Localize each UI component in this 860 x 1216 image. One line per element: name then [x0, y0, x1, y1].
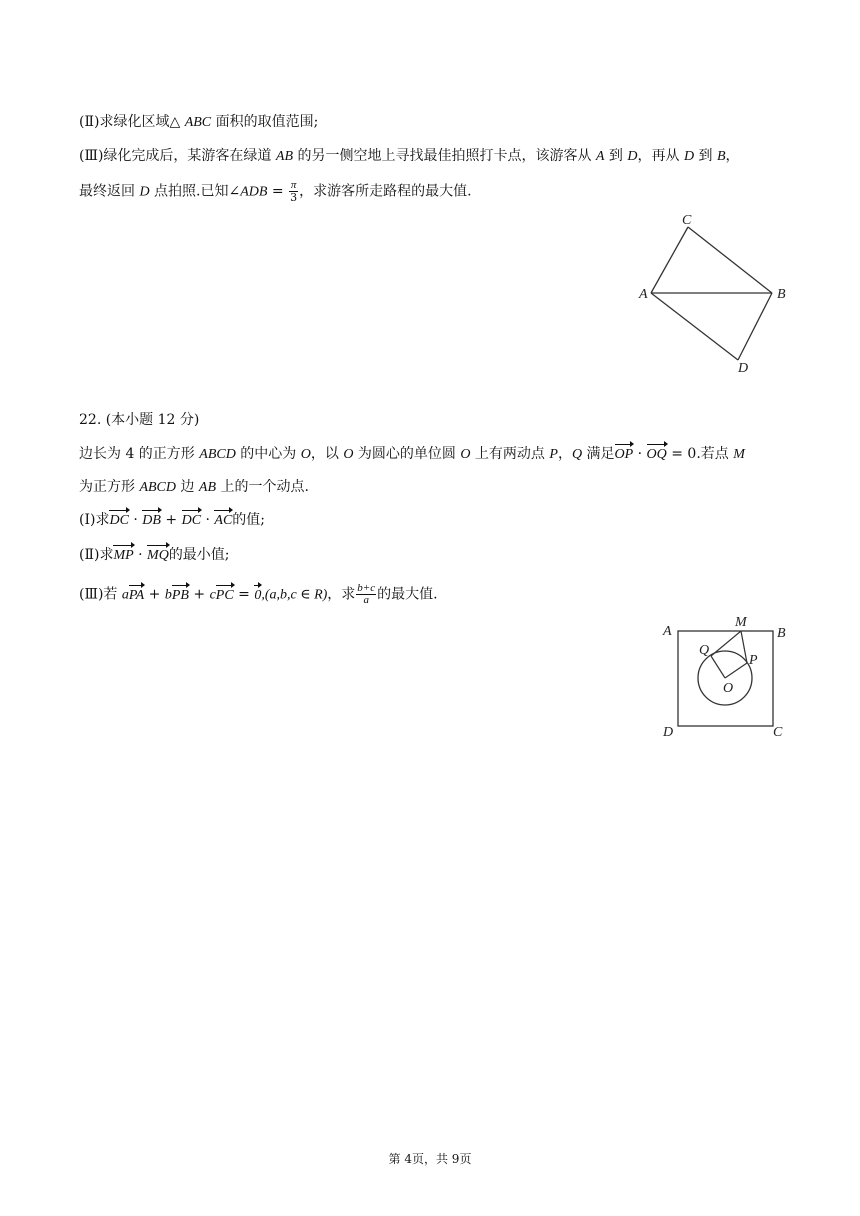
label-a: A [639, 287, 648, 302]
label-o: O [723, 681, 734, 696]
label-b: B [777, 626, 786, 641]
label-c: C [773, 725, 783, 740]
q21-figure [630, 210, 810, 380]
segment-db [738, 293, 772, 360]
page-footer: 第 4页，共 9页 [388, 1152, 472, 1166]
q21-part3-line1: (Ⅲ)绿化完成后，某游客在绿道 AB 的另一侧空地上寻找最佳拍照打卡点，该游客从 A 到 D，再从 D 到 B， [79, 148, 740, 164]
square-abcd [678, 631, 773, 726]
segment-ac [651, 227, 688, 293]
label-b: B [777, 287, 786, 302]
segment-oq [711, 656, 725, 678]
bc-over-a-fraction: $\frac{b+c}{a}$ [357, 582, 376, 606]
label-m: M [735, 615, 747, 630]
segment-ad [651, 293, 738, 360]
label-a: A [663, 624, 672, 639]
pi-over-3-fraction: $\frac{\pi}{3}$ [290, 179, 298, 204]
q22-stem-line1: 边长为 4 的正方形 ABCD 的中心为 O，以 O 为圆心的单位圆 O 上有两动点 P，Q 满足OP · OQ = 0.若点 M [79, 444, 745, 465]
q22-part3: (Ⅲ)若 aPA + bPB + cPC = 0,(a,b,c ∈ R)，求 $\frac{b+c}{a}$ 的最大值. [79, 582, 438, 606]
segment-cb [688, 227, 772, 293]
label-p: P [749, 653, 758, 668]
label-d: D [738, 361, 749, 376]
q22-stem-line2: 为正方形 ABCD 边 AB 上的一个动点. [79, 479, 309, 495]
q22-part2: (Ⅱ)求MP · MQ的最小值; [79, 545, 230, 566]
q21-part2: (Ⅱ)求绿化区域△ ABC 面积的取值范围; [79, 114, 319, 130]
label-d: D [663, 725, 674, 740]
q21-part3-line2: 最终返回 D 点拍照.已知∠ADB = $\frac{\pi}{3}$ ，求游客所走路程的最大值. [79, 179, 472, 204]
q22-heading: 22. (本小题 12 分) [79, 412, 200, 428]
segment-mq [711, 631, 741, 656]
label-q: Q [699, 643, 710, 658]
q22-part1: (Ⅰ)求DC · DB + DC · AC的值; [79, 510, 265, 531]
segment-op [725, 663, 747, 678]
q22-figure [655, 610, 805, 745]
label-c: C [682, 213, 692, 228]
